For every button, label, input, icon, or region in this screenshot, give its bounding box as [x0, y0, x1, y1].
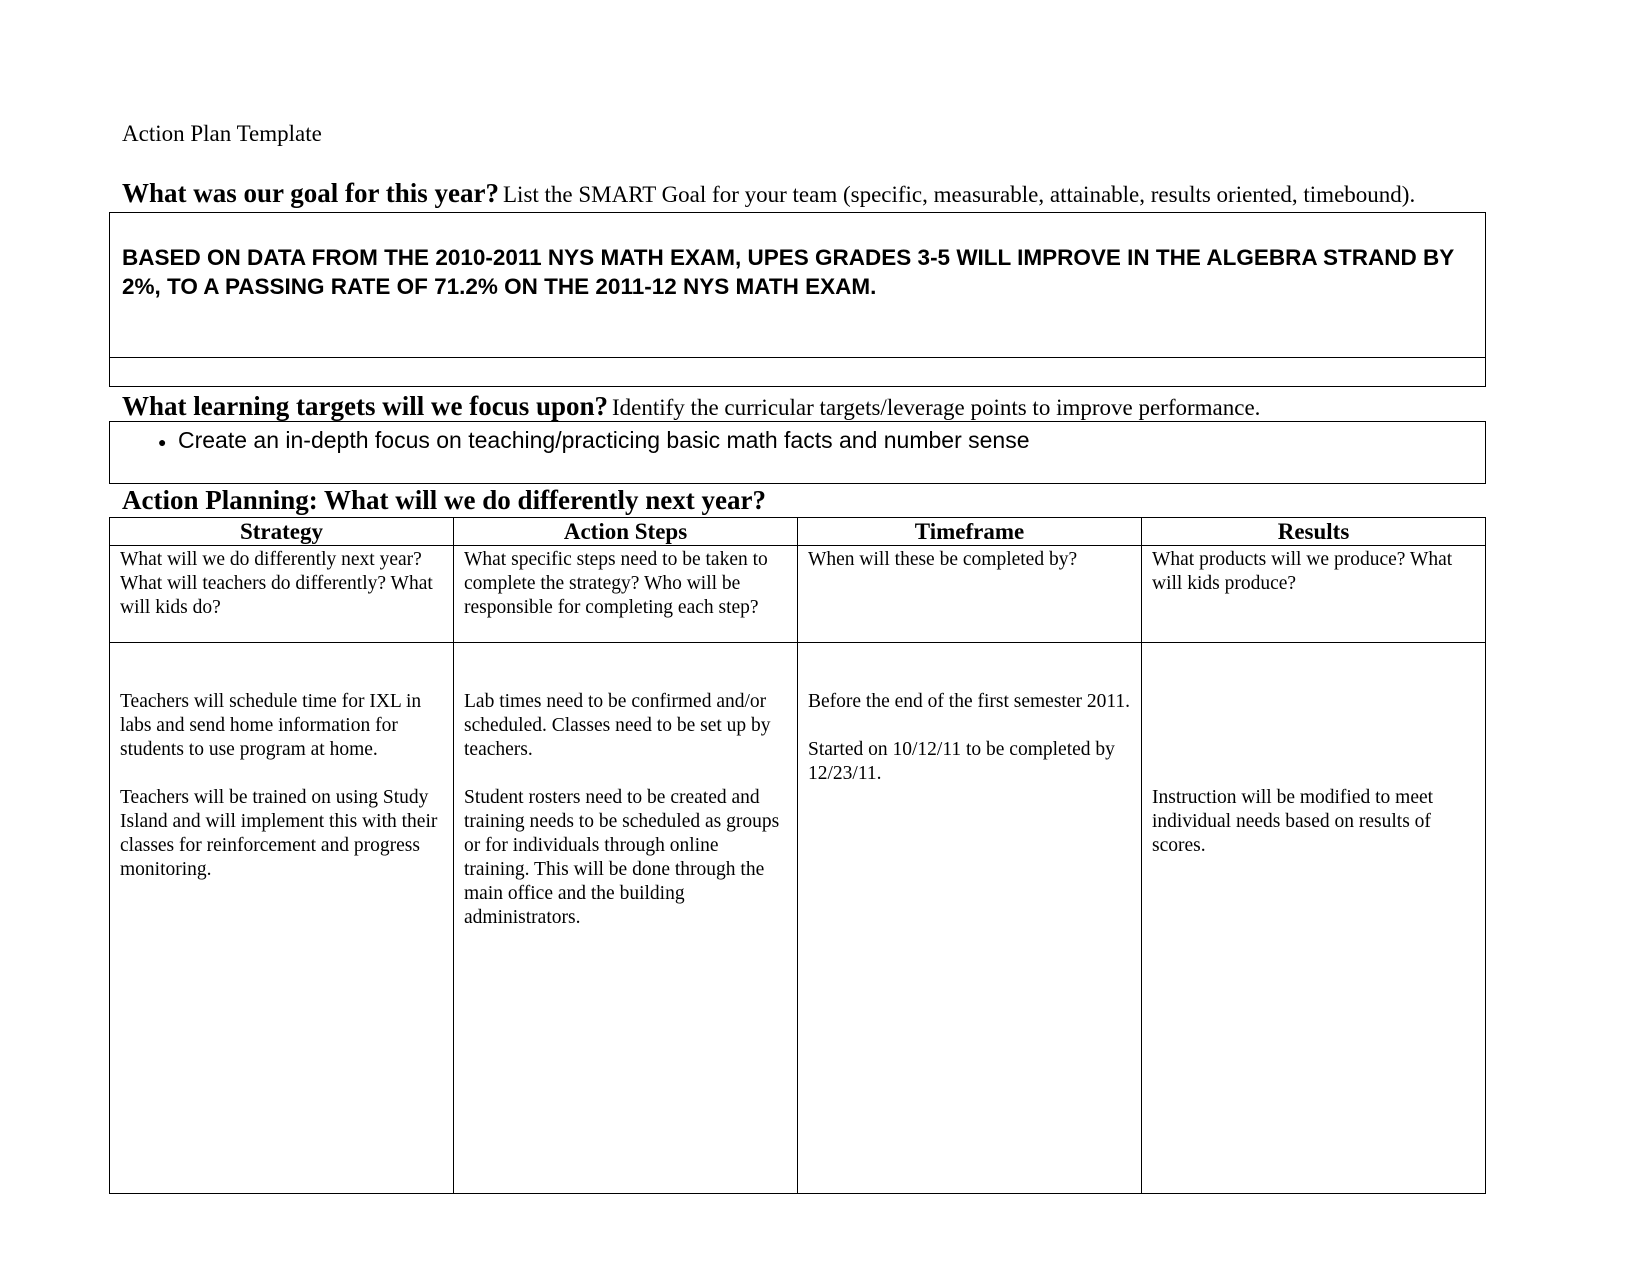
- learning-target-text: Create an in-depth focus on teaching/practicing basic math facts and number sense: [178, 427, 1030, 453]
- action-steps-cell: [454, 643, 798, 1194]
- results-entry: [1152, 690, 1475, 762]
- action-plan-table: [109, 517, 1486, 1194]
- timeframe-entry: Before the end of the first semester 2011.: [808, 691, 1131, 712]
- strategy-entry: Teachers will be trained on using Study Island and will implement this with their classes for reinforcement and progress monitoring.: [120, 787, 438, 880]
- column-header-strategy: Strategy: [110, 518, 454, 546]
- bullet-icon: ●: [158, 433, 167, 450]
- goal-section-heading: [122, 178, 1415, 209]
- results-prompt: What products will we produce? What will kids produce?: [1142, 546, 1486, 643]
- strategy-entry: Teachers will schedule time for IXL in labs and send home information for students to use program at home.: [120, 691, 422, 760]
- smart-goal-box: [109, 212, 1486, 387]
- strategy-prompt: What will we do differently next year? What will teachers do differently? What will kids do?: [110, 546, 454, 643]
- content-row: [110, 643, 1486, 1194]
- results-cell: [1142, 643, 1486, 1194]
- targets-heading-question: What learning targets will we focus upon?: [122, 391, 608, 421]
- column-header-timeframe: Timeframe: [798, 518, 1142, 546]
- column-header-action-steps: Action Steps: [454, 518, 798, 546]
- action-step-entry: Lab times need to be confirmed and/or scheduled. Classes need to be set up by teachers.: [464, 691, 771, 760]
- prompt-row: [110, 546, 1486, 643]
- column-header-results: Results: [1142, 518, 1486, 546]
- page-title: Action Plan Template: [122, 121, 322, 146]
- targets-section-heading: [122, 391, 1260, 422]
- strategy-cell: [110, 643, 454, 1194]
- results-entry: Instruction will be modified to meet individual needs based on results of scores.: [1152, 787, 1434, 856]
- planning-heading-text: Action Planning: What will we do differently next year?: [122, 485, 766, 515]
- timeframe-prompt: When will these be completed by?: [798, 546, 1142, 643]
- action-step-entry: Student rosters need to be created and training needs to be scheduled as groups or for individuals through online training. This will be done through the main office and the building administrators.: [464, 787, 780, 928]
- goal-box-divider: [110, 357, 1485, 358]
- table-header-row: [110, 518, 1486, 546]
- timeframe-entry: Started on 10/12/11 to be completed by 12/23/11.: [808, 739, 1115, 784]
- goal-heading-question: What was our goal for this year?: [122, 178, 499, 208]
- action-steps-prompt: What specific steps need to be taken to complete the strategy? Who will be responsible for completing each step?: [454, 546, 798, 643]
- learning-targets-list: [158, 426, 1030, 456]
- timeframe-cell: [798, 643, 1142, 1194]
- targets-heading-instruction: Identify the curricular targets/leverage points to improve performance.: [612, 395, 1261, 420]
- learning-targets-box: [109, 421, 1486, 484]
- smart-goal-text: BASED ON DATA FROM THE 2010-2011 NYS MATH EXAM, UPES GRADES 3-5 WILL IMPROVE IN THE ALGEBRA STRAND BY 2%, TO A PASSING RATE OF 71.2% ON THE 2011-12 NYS MATH EXAM.: [122, 245, 1454, 299]
- planning-section-heading: [122, 485, 766, 516]
- goal-heading-instruction: List the SMART Goal for your team (specific, measurable, attainable, results oriented, timebound).: [503, 182, 1416, 207]
- learning-target-item: [158, 426, 1030, 456]
